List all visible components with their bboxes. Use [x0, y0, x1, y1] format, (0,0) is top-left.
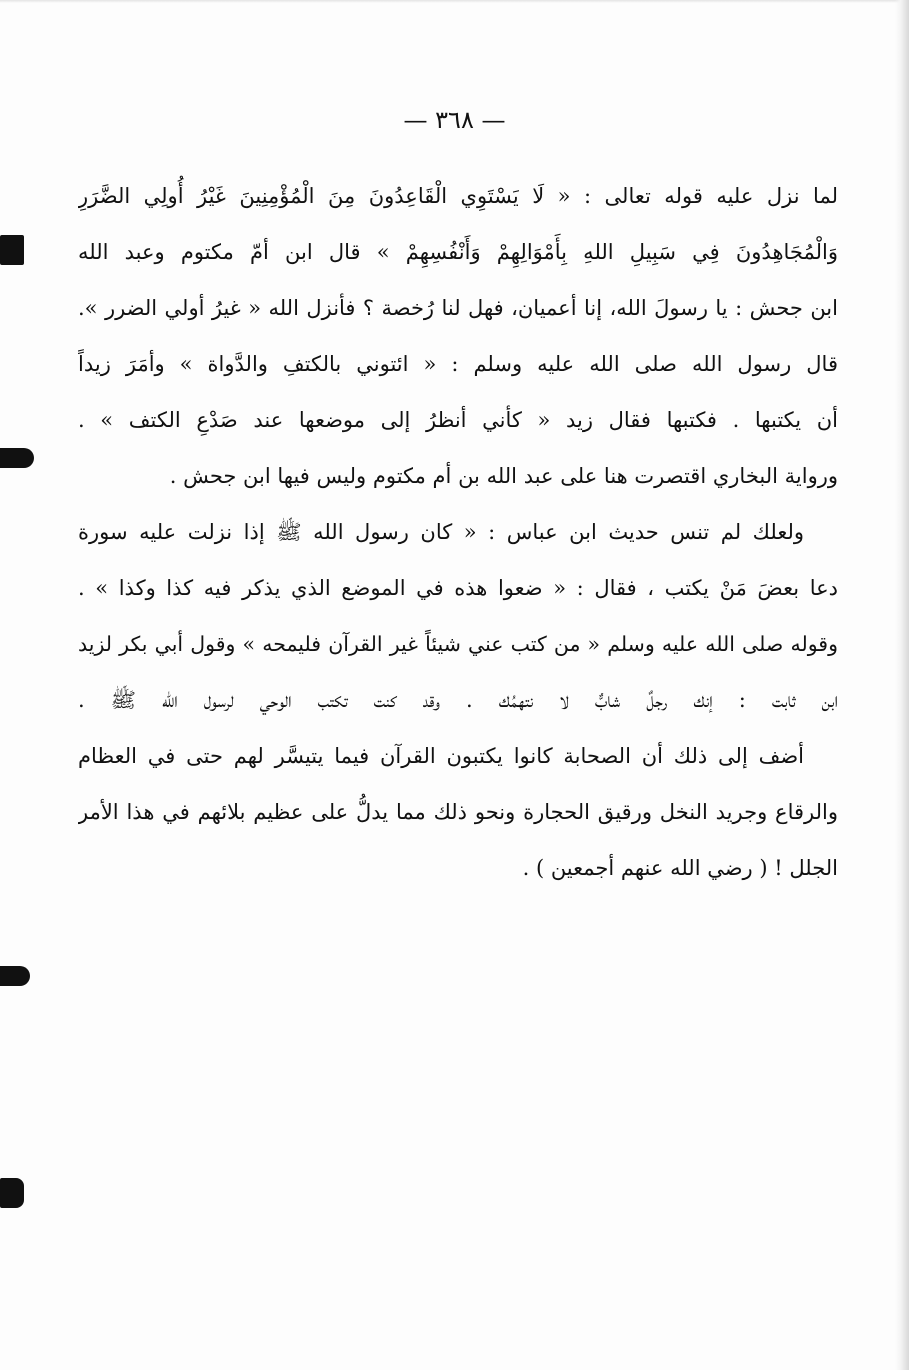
- text-line: ورواية البخاري اقتصرت هنا على عبد الله بن أم مكتوم وليس فيها ابن جحش .: [169, 464, 838, 488]
- text-line: قال رسول الله صلى الله عليه وسلم : « ائتوني بالكتفِ والدَّواة » وأمَرَ زيداً: [78, 352, 838, 376]
- scan-top-edge: [0, 0, 909, 3]
- binding-mark-2: [0, 448, 34, 468]
- text-line: وقوله صلى الله عليه وسلم « من كتب عني شيئاً غير القرآن فليمحه » وقول أبي بكر لزيد: [78, 632, 838, 656]
- binding-mark-1: [0, 235, 24, 265]
- text-line: والرقاع وجريد النخل ورقيق الحجارة ونحو ذلك مما يدلُّ على عظيم بلائهم في هذا الأمر: [78, 800, 838, 824]
- body-text: [78, 168, 838, 896]
- text-line: أضف إلى ذلك أن الصحابة كانوا يكتبون القرآن فيما يتيسَّر لهم حتى في العظام: [78, 744, 804, 768]
- text-line: ابن جحش : يا رسولَ الله، إنا أعميان، فهل لنا رُخصة ؟ فأنزل الله « غيرُ أولي الضرر ».: [78, 296, 838, 320]
- scan-right-edge: [895, 0, 909, 1370]
- binding-mark-4: [0, 1178, 24, 1208]
- text-line: لما نزل عليه قوله تعالى : « لَا يَسْتَوِي الْقَاعِدُونَ مِنَ الْمُؤْمِنِينَ غَيْرُ أُولِي الضَّرَرِ: [78, 184, 838, 208]
- text-line: الجلل ! ( رضي الله عنهم أجمعين ) .: [522, 856, 838, 880]
- text-line: ابن ثابت : إنك رجلٌ شابٌّ لا نتهمُك . وقد كنت تكتب الوحي لرسول الله ﷺ .: [78, 688, 838, 712]
- text-line: أن يكتبها . فكتبها فقال زيد « كأني أنظرُ إلى موضعها عند صَدْعِ الكتف » .: [78, 408, 838, 432]
- text-line: وَالْمُجَاهِدُونَ فِي سَبِيلِ اللهِ بِأَمْوَالِهِمْ وَأَنْفُسِهِمْ » قال ابن أمّ مكتوم وعبد الله: [78, 240, 838, 264]
- text-line: ولعلك لم تنس حديث ابن عباس : « كان رسول الله ﷺ إذا نزلت عليه سورة: [78, 520, 804, 544]
- text-line: دعا بعضَ مَنْ يكتب ، فقال : « ضعوا هذه في الموضع الذي يذكر فيه كذا وكذا » .: [78, 576, 838, 600]
- binding-mark-3: [0, 966, 30, 986]
- page-number: — ٣٦٨ —: [403, 106, 506, 134]
